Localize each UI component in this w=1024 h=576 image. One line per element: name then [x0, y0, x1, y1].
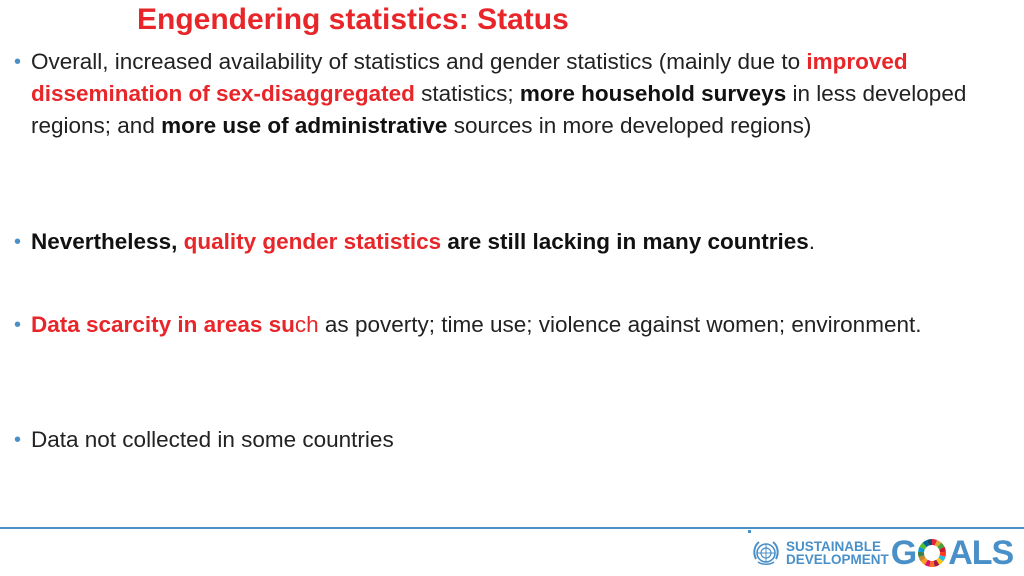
emphasis-span: more use of administrative [161, 113, 448, 138]
bullet-scarcity [14, 309, 989, 341]
slide-title: Engendering statistics: Status [137, 3, 569, 36]
sdg-wheel-icon [917, 538, 947, 568]
emphasis-span: more household surveys [519, 81, 787, 106]
bullet-text: Data not collected in some countries [31, 427, 394, 452]
footer-divider [0, 527, 1024, 529]
emphasis-span: Nevertheless, [31, 229, 184, 254]
goals-letters: ALS [948, 534, 1014, 572]
bullet-dot-icon: • [14, 51, 22, 73]
logo-wordmark [786, 540, 889, 566]
text-span: Overall, increased availability of statistics and gender statistics (mainly due to [31, 49, 807, 74]
bullet-text [31, 226, 989, 258]
bullet-text [31, 309, 989, 341]
text-span: as poverty; time use; violence against women; environment. [318, 312, 922, 337]
sdg-logo [750, 534, 1014, 572]
text-span: statistics; [414, 81, 520, 106]
bullet-dot-icon: • [14, 231, 22, 253]
highlight-span: improved dissemination of sex-disaggregated [31, 49, 908, 106]
logo-line1: SUSTAINABLE [786, 539, 882, 554]
un-emblem-icon [750, 537, 782, 569]
text-span: sources in more developed regions) [447, 113, 812, 138]
bullet-dot-icon: • [14, 429, 22, 451]
bullet-not-collected [14, 424, 989, 456]
bullet-quality [14, 226, 989, 258]
logo-line2: DEVELOPMENT [786, 552, 889, 567]
bullet-availability [14, 46, 989, 142]
highlight-span: ch [294, 312, 319, 337]
footer-tick [748, 530, 751, 533]
text-span: . [808, 229, 816, 254]
goals-letter: G [890, 534, 917, 572]
goals-wordmark [891, 536, 1013, 570]
bullet-dot-icon: • [14, 314, 22, 336]
emphasis-span: are still lacking in many countries [441, 229, 809, 254]
bullet-text [31, 46, 989, 142]
highlight-span: quality gender statistics [183, 229, 442, 254]
highlight-span: Data scarcity in areas su [31, 312, 295, 337]
text-span: in less developed regions; and [31, 81, 967, 138]
